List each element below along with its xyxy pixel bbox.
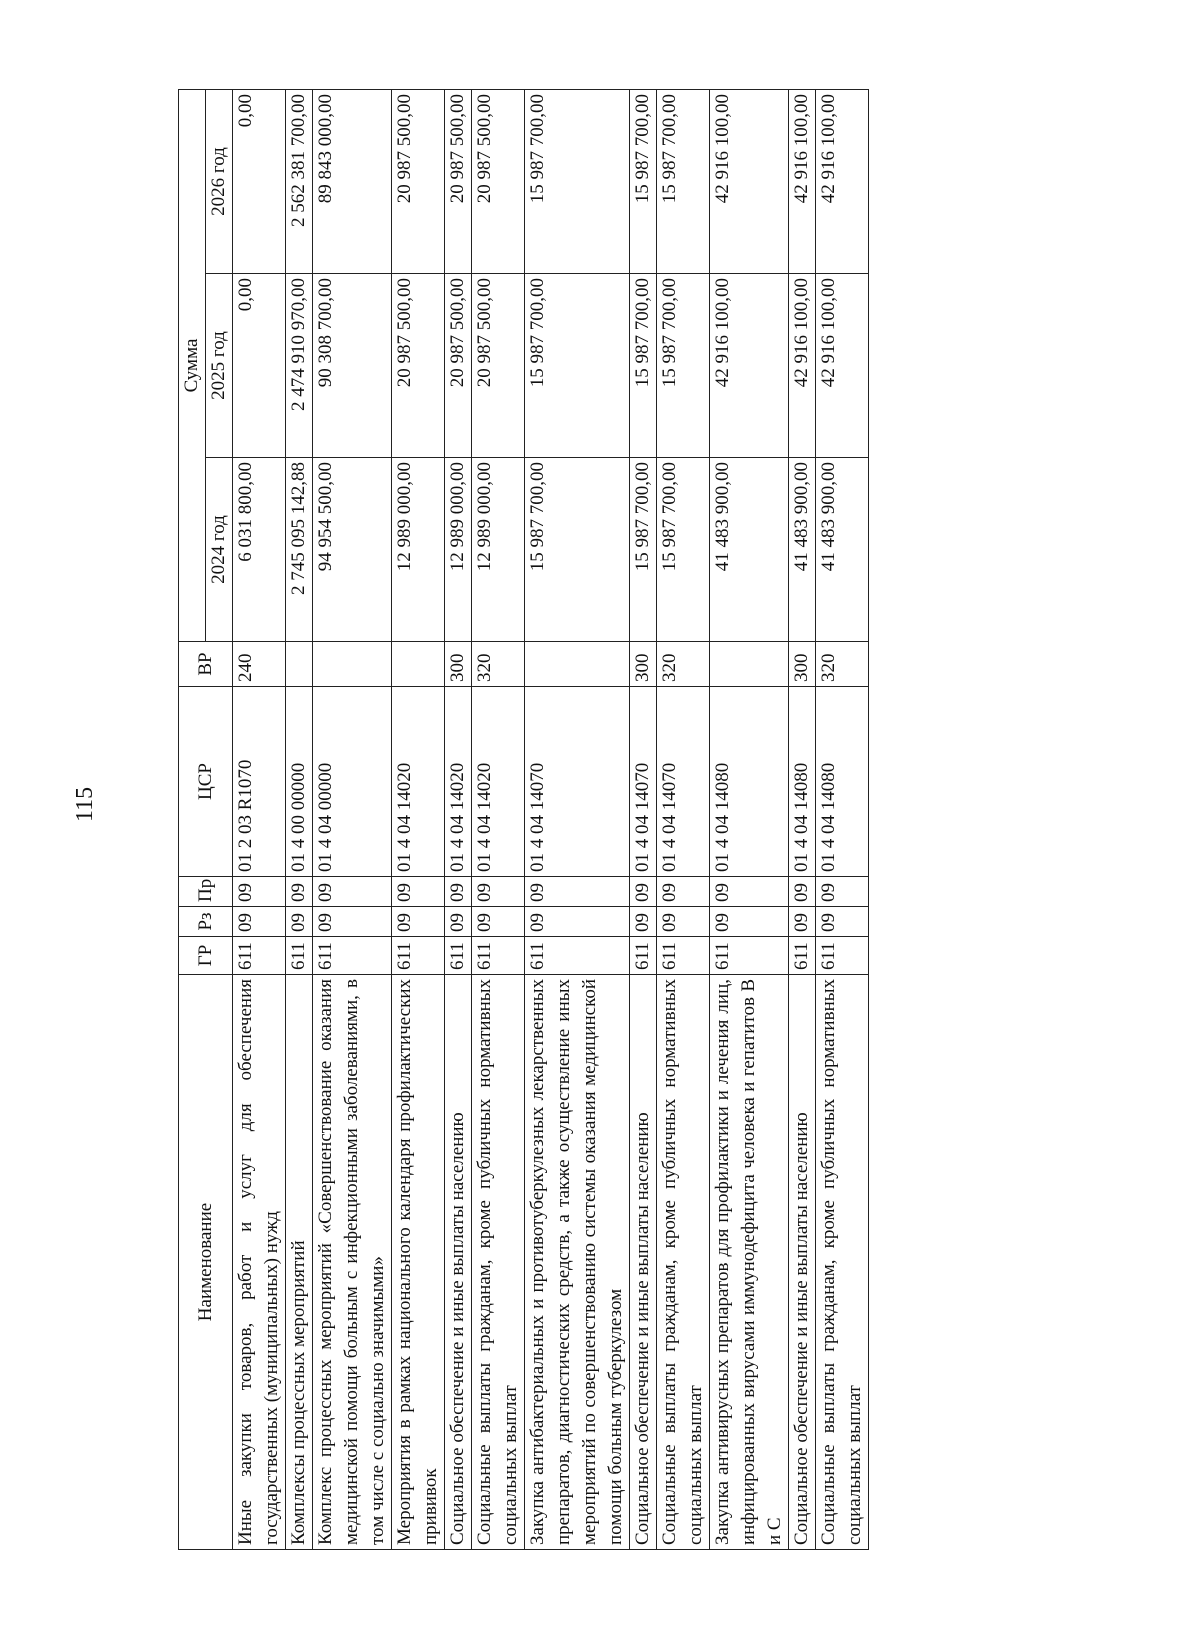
row-sum-2025: 20 987 500,00 [392, 274, 445, 458]
row-pr: 09 [657, 877, 710, 907]
row-gr: 611 [525, 937, 630, 975]
row-sum-2026: 42 916 100,00 [710, 90, 789, 274]
row-name: Комплексы процессных мероприятий [286, 975, 313, 1550]
row-sum-2026: 89 843 000,00 [313, 90, 392, 274]
table-row [445, 90, 472, 1550]
row-pr: 09 [525, 877, 630, 907]
row-sum-2026: 42 916 100,00 [789, 90, 816, 274]
table-row [472, 90, 525, 1550]
row-gr: 611 [233, 937, 286, 975]
row-vr [392, 642, 445, 687]
header-vr: ВР [179, 642, 233, 687]
row-gr: 611 [710, 937, 789, 975]
table-row [657, 90, 710, 1550]
header-rz: Рз [179, 907, 233, 937]
row-vr [313, 642, 392, 687]
row-csr: 01 4 04 14020 [472, 687, 525, 877]
table-row [710, 90, 789, 1550]
table-row [789, 90, 816, 1550]
row-pr: 09 [710, 877, 789, 907]
row-sum-2026: 15 987 700,00 [525, 90, 630, 274]
table-row [313, 90, 392, 1550]
row-csr: 01 4 04 14020 [392, 687, 445, 877]
row-csr: 01 4 00 00000 [286, 687, 313, 877]
row-rz: 09 [445, 907, 472, 937]
row-gr: 611 [789, 937, 816, 975]
row-rz: 09 [816, 907, 869, 937]
row-rz: 09 [392, 907, 445, 937]
row-pr: 09 [472, 877, 525, 907]
table-row [525, 90, 630, 1550]
row-sum-2026: 20 987 500,00 [472, 90, 525, 274]
row-pr: 09 [233, 877, 286, 907]
row-rz: 09 [472, 907, 525, 937]
header-csr: ЦСР [179, 687, 233, 877]
table-row [286, 90, 313, 1550]
row-csr: 01 4 04 00000 [313, 687, 392, 877]
row-pr: 09 [816, 877, 869, 907]
row-sum-2024: 6 031 800,00 [233, 458, 286, 642]
row-sum-2026: 20 987 500,00 [445, 90, 472, 274]
row-name: Закупка антибактериальных и противотуберкулезных лекарственных препаратов, диагностических средств, а также осуществление иных мероприятий по совершенствованию системы оказания медицинской помощи больным туберкулезом [525, 975, 630, 1550]
row-csr: 01 4 04 14020 [445, 687, 472, 877]
row-vr [525, 642, 630, 687]
row-pr: 09 [392, 877, 445, 907]
row-gr: 611 [392, 937, 445, 975]
row-csr: 01 4 04 14070 [525, 687, 630, 877]
row-rz: 09 [630, 907, 657, 937]
row-sum-2024: 41 483 900,00 [816, 458, 869, 642]
row-vr: 320 [657, 642, 710, 687]
row-sum-2024: 12 989 000,00 [392, 458, 445, 642]
row-vr [286, 642, 313, 687]
row-vr: 320 [816, 642, 869, 687]
row-gr: 611 [472, 937, 525, 975]
row-name: Социальное обеспечение и иные выплаты населению [630, 975, 657, 1550]
row-pr: 09 [445, 877, 472, 907]
row-name: Социальные выплаты гражданам, кроме публичных нормативных социальных выплат [657, 975, 710, 1550]
row-sum-2024: 15 987 700,00 [630, 458, 657, 642]
row-sum-2025: 0,00 [233, 274, 286, 458]
row-vr: 300 [789, 642, 816, 687]
header-year-2026: 2026 год [206, 90, 233, 274]
header-pr: Пр [179, 877, 233, 907]
row-sum-2025: 20 987 500,00 [445, 274, 472, 458]
header-sum: Сумма [179, 90, 206, 642]
row-name: Социальные выплаты гражданам, кроме публичных нормативных социальных выплат [472, 975, 525, 1550]
row-sum-2024: 12 989 000,00 [445, 458, 472, 642]
row-vr [710, 642, 789, 687]
header-name: Наименование [179, 975, 233, 1550]
budget-table [178, 89, 869, 1550]
row-vr: 320 [472, 642, 525, 687]
row-sum-2026: 0,00 [233, 90, 286, 274]
row-name: Закупка антивирусных препаратов для профилактики и лечения лиц, инфицированных вирусами иммунодефицита человека и гепатитов B и C [710, 975, 789, 1550]
row-gr: 611 [313, 937, 392, 975]
row-sum-2025: 15 987 700,00 [630, 274, 657, 458]
row-sum-2024: 2 745 095 142,88 [286, 458, 313, 642]
row-name: Комплекс процессных мероприятий «Совершенствование оказания медицинской помощи больным с инфекционными заболеваниями, в том числе с социально значимыми» [313, 975, 392, 1550]
row-rz: 09 [789, 907, 816, 937]
row-sum-2025: 20 987 500,00 [472, 274, 525, 458]
row-gr: 611 [286, 937, 313, 975]
row-sum-2026: 20 987 500,00 [392, 90, 445, 274]
row-vr: 300 [445, 642, 472, 687]
table-header [179, 90, 233, 1550]
row-sum-2026: 15 987 700,00 [657, 90, 710, 274]
row-sum-2026: 15 987 700,00 [630, 90, 657, 274]
row-pr: 09 [789, 877, 816, 907]
row-vr: 240 [233, 642, 286, 687]
row-csr: 01 4 04 14080 [789, 687, 816, 877]
row-rz: 09 [286, 907, 313, 937]
table-row [630, 90, 657, 1550]
row-sum-2025: 15 987 700,00 [525, 274, 630, 458]
row-pr: 09 [313, 877, 392, 907]
row-name: Социальные выплаты гражданам, кроме публичных нормативных социальных выплат [816, 975, 869, 1550]
row-name: Социальное обеспечение и иные выплаты населению [789, 975, 816, 1550]
row-sum-2025: 15 987 700,00 [657, 274, 710, 458]
row-sum-2024: 15 987 700,00 [657, 458, 710, 642]
header-gr: ГР [179, 937, 233, 975]
table-row [233, 90, 286, 1550]
row-csr: 01 4 04 14080 [710, 687, 789, 877]
row-sum-2025: 2 474 910 970,00 [286, 274, 313, 458]
row-sum-2025: 42 916 100,00 [816, 274, 869, 458]
row-csr: 01 4 04 14070 [657, 687, 710, 877]
row-name: Социальное обеспечение и иные выплаты населению [445, 975, 472, 1550]
row-pr: 09 [630, 877, 657, 907]
row-rz: 09 [710, 907, 789, 937]
rotated-table-container [178, 90, 1178, 1550]
row-pr: 09 [286, 877, 313, 907]
row-sum-2024: 41 483 900,00 [789, 458, 816, 642]
header-year-2025: 2025 год [206, 274, 233, 458]
row-sum-2024: 94 954 500,00 [313, 458, 392, 642]
row-gr: 611 [816, 937, 869, 975]
row-gr: 611 [657, 937, 710, 975]
row-csr: 01 4 04 14080 [816, 687, 869, 877]
table-row [816, 90, 869, 1550]
row-rz: 09 [657, 907, 710, 937]
header-year-2024: 2024 год [206, 458, 233, 642]
row-name: Мероприятия в рамках национального календаря профилактических прививок [392, 975, 445, 1550]
row-sum-2025: 42 916 100,00 [789, 274, 816, 458]
row-sum-2025: 42 916 100,00 [710, 274, 789, 458]
table-body [233, 90, 869, 1550]
row-rz: 09 [313, 907, 392, 937]
row-sum-2024: 41 483 900,00 [710, 458, 789, 642]
row-csr: 01 2 03 R1070 [233, 687, 286, 877]
row-csr: 01 4 04 14070 [630, 687, 657, 877]
row-sum-2025: 90 308 700,00 [313, 274, 392, 458]
row-rz: 09 [233, 907, 286, 937]
row-sum-2026: 42 916 100,00 [816, 90, 869, 274]
row-vr: 300 [630, 642, 657, 687]
row-sum-2024: 15 987 700,00 [525, 458, 630, 642]
page-number: 115 [72, 786, 98, 822]
row-gr: 611 [630, 937, 657, 975]
row-name: Иные закупки товаров, работ и услуг для обеспечения государственных (муниципальных) нужд [233, 975, 286, 1550]
table-row [392, 90, 445, 1550]
row-gr: 611 [445, 937, 472, 975]
row-sum-2026: 2 562 381 700,00 [286, 90, 313, 274]
row-rz: 09 [525, 907, 630, 937]
row-sum-2024: 12 989 000,00 [472, 458, 525, 642]
